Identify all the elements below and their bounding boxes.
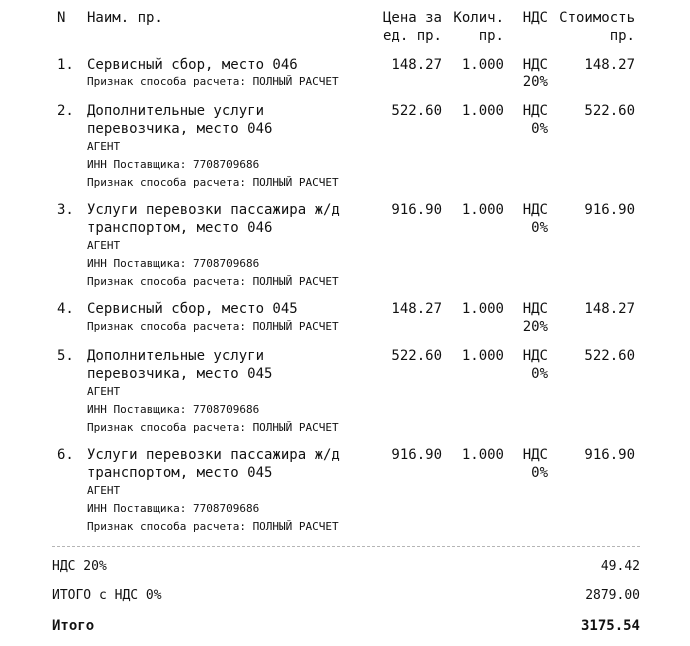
header-vat: НДС bbox=[522, 10, 548, 26]
item-name-line: Сервисный сбор, место 046 bbox=[87, 57, 298, 73]
item-vat-rate: 0% bbox=[531, 121, 548, 137]
item-number: 3. bbox=[57, 202, 74, 218]
item-number: 6. bbox=[57, 447, 74, 463]
vat20-label: НДС 20% bbox=[52, 559, 107, 574]
item-vat-rate: 0% bbox=[531, 366, 548, 382]
item-name-line: транспортом, место 046 bbox=[87, 220, 273, 236]
item-cost: 148.27 bbox=[584, 57, 635, 73]
grand-total-value: 3175.54 bbox=[580, 618, 640, 634]
item-detail: АГЕНТ bbox=[87, 239, 121, 252]
item-price: 148.27 bbox=[391, 57, 442, 73]
item-qty: 1.000 bbox=[461, 103, 504, 119]
item-price: 916.90 bbox=[391, 447, 442, 463]
item-cost: 522.60 bbox=[584, 348, 635, 364]
header-n: N bbox=[57, 10, 66, 26]
item-vat-label: НДС bbox=[522, 447, 548, 463]
header-qty-1: Колич. bbox=[453, 10, 504, 26]
grand-total-label: Итого bbox=[52, 618, 95, 634]
header-name: Наим. пр. bbox=[87, 10, 163, 26]
item-vat-rate: 0% bbox=[531, 220, 548, 236]
item-vat-label: НДС bbox=[522, 57, 548, 73]
item-detail: ИНН Поставщика: 7708709686 bbox=[87, 502, 260, 515]
item-vat-rate: 0% bbox=[531, 465, 548, 481]
item-detail: АГЕНТ bbox=[87, 140, 121, 153]
item-name-line: перевозчика, место 046 bbox=[87, 121, 273, 137]
vat0-total-label: ИТОГО с НДС 0% bbox=[52, 588, 162, 603]
item-name-line: Дополнительные услуги bbox=[87, 103, 265, 119]
item-name-line: транспортом, место 045 bbox=[87, 465, 273, 481]
item-price: 522.60 bbox=[391, 348, 442, 364]
item-detail: ИНН Поставщика: 7708709686 bbox=[87, 257, 260, 270]
item-detail: АГЕНТ bbox=[87, 484, 121, 497]
item-cost: 522.60 bbox=[584, 103, 635, 119]
item-name-line: Услуги перевозки пассажира ж/д bbox=[87, 447, 340, 463]
item-name-line: Услуги перевозки пассажира ж/д bbox=[87, 202, 340, 218]
item-number: 5. bbox=[57, 348, 74, 364]
item-detail: Признак способа расчета: ПОЛНЫЙ РАСЧЕТ bbox=[87, 320, 339, 333]
summary-divider bbox=[52, 546, 640, 547]
item-detail: Признак способа расчета: ПОЛНЫЙ РАСЧЕТ bbox=[87, 275, 339, 288]
item-vat-rate: 20% bbox=[522, 74, 548, 90]
item-cost: 916.90 bbox=[584, 447, 635, 463]
item-qty: 1.000 bbox=[461, 301, 504, 317]
vat20-value: 49.42 bbox=[600, 559, 640, 574]
item-qty: 1.000 bbox=[461, 202, 504, 218]
item-qty: 1.000 bbox=[461, 447, 504, 463]
item-detail: ИНН Поставщика: 7708709686 bbox=[87, 403, 260, 416]
item-qty: 1.000 bbox=[461, 57, 504, 73]
item-detail: Признак способа расчета: ПОЛНЫЙ РАСЧЕТ bbox=[87, 421, 339, 434]
item-number: 2. bbox=[57, 103, 74, 119]
header-price-2: ед. пр. bbox=[382, 28, 442, 44]
item-vat-label: НДС bbox=[522, 202, 548, 218]
item-price: 916.90 bbox=[391, 202, 442, 218]
header-qty-2: пр. bbox=[478, 28, 504, 44]
item-price: 522.60 bbox=[391, 103, 442, 119]
vat0-total-value: 2879.00 bbox=[585, 588, 640, 603]
item-detail: Признак способа расчета: ПОЛНЫЙ РАСЧЕТ bbox=[87, 520, 339, 533]
item-vat-label: НДС bbox=[522, 301, 548, 317]
item-price: 148.27 bbox=[391, 301, 442, 317]
item-vat-label: НДС bbox=[522, 348, 548, 364]
item-name-line: Дополнительные услуги bbox=[87, 348, 265, 364]
item-cost: 916.90 bbox=[584, 202, 635, 218]
header-cost-1: Стоимость bbox=[559, 10, 635, 26]
header-cost-2: пр. bbox=[609, 28, 635, 44]
item-name-line: Сервисный сбор, место 045 bbox=[87, 301, 298, 317]
item-detail: Признак способа расчета: ПОЛНЫЙ РАСЧЕТ bbox=[87, 75, 339, 88]
item-detail: Признак способа расчета: ПОЛНЫЙ РАСЧЕТ bbox=[87, 176, 339, 189]
item-vat-rate: 20% bbox=[522, 319, 548, 335]
header-price-1: Цена за bbox=[382, 10, 442, 26]
item-name-line: перевозчика, место 045 bbox=[87, 366, 273, 382]
item-number: 4. bbox=[57, 301, 74, 317]
item-vat-label: НДС bbox=[522, 103, 548, 119]
item-detail: АГЕНТ bbox=[87, 385, 121, 398]
item-cost: 148.27 bbox=[584, 301, 635, 317]
item-qty: 1.000 bbox=[461, 348, 504, 364]
item-number: 1. bbox=[57, 57, 74, 73]
item-detail: ИНН Поставщика: 7708709686 bbox=[87, 158, 260, 171]
